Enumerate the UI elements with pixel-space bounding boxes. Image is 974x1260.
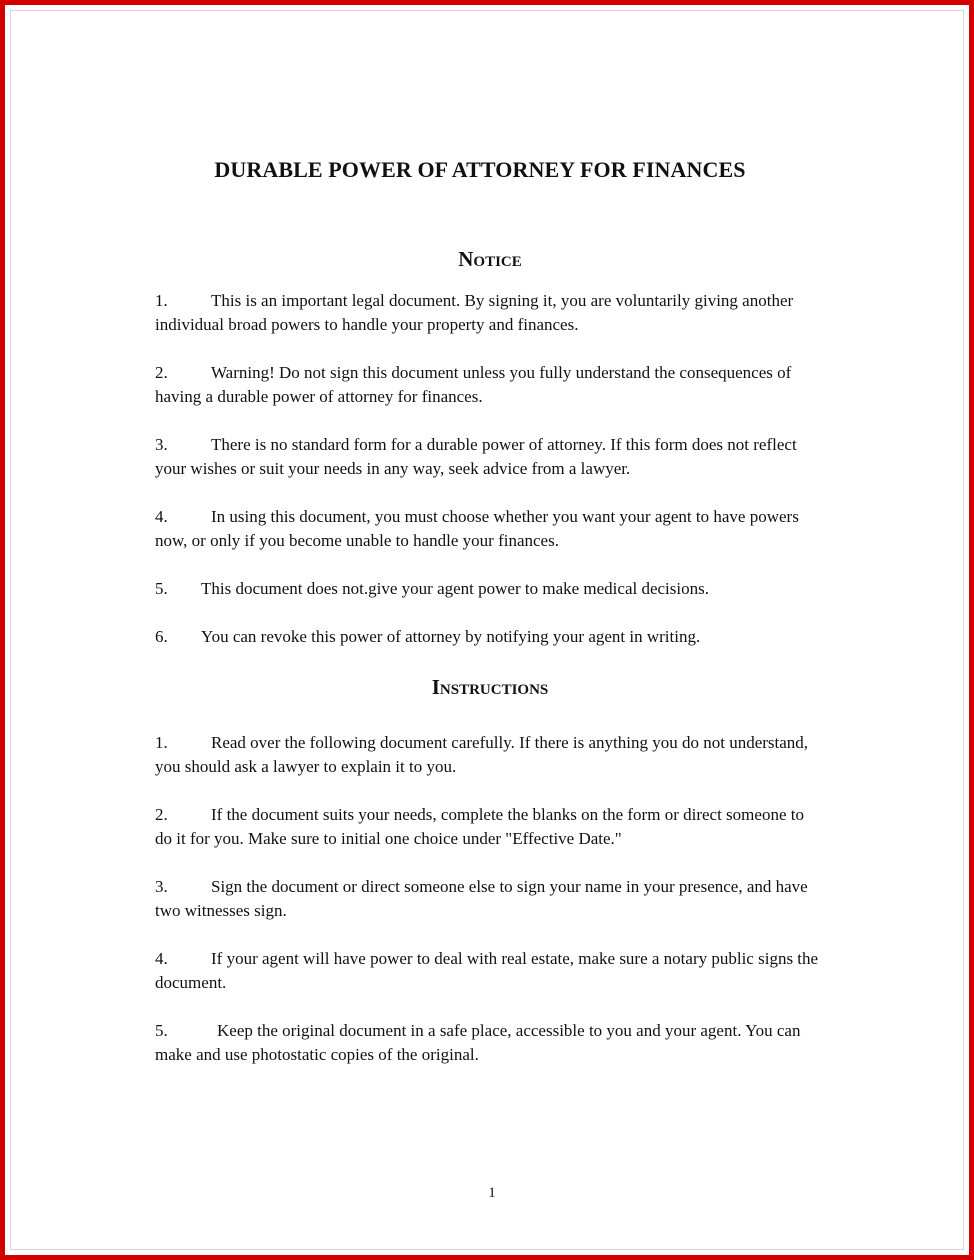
item-number: 1. xyxy=(155,733,168,752)
item-text: There is no standard form for a durable power of attorney. If this form does not reflect your wishes or suit your needs in any way, seek advice from a lawyer. xyxy=(155,435,797,478)
notice-item xyxy=(155,625,825,649)
instructions-heading: Instructions xyxy=(431,675,549,699)
item-number: 2. xyxy=(155,805,168,824)
item-text: Keep the original document in a safe place, accessible to you and your agent. You can make and use photostatic copies of the original. xyxy=(155,1021,801,1064)
notice-list xyxy=(155,289,825,649)
item-text: This document does not.give your agent power to make medical decisions. xyxy=(201,579,709,598)
item-number: 1. xyxy=(155,291,168,310)
instruction-item xyxy=(155,731,825,779)
notice-item xyxy=(155,361,825,409)
notice-heading: Notice xyxy=(458,247,522,271)
notice-item xyxy=(155,505,825,553)
item-text: If the document suits your needs, complete the blanks on the form or direct someone to do it for you. Make sure to initial one choice under "Effective Date." xyxy=(155,805,804,848)
item-number: 5. xyxy=(155,1021,168,1040)
item-text: Warning! Do not sign this document unless you fully understand the consequences of having a durable power of attorney for finances. xyxy=(155,363,792,406)
item-number: 4. xyxy=(155,507,168,526)
instruction-item xyxy=(155,875,825,923)
instruction-item xyxy=(155,803,825,851)
instructions-list xyxy=(155,731,825,1067)
item-text: Sign the document or direct someone else to sign your name in your presence, and have two witnesses sign. xyxy=(155,877,808,920)
instruction-item xyxy=(155,947,825,995)
instruction-item xyxy=(155,1019,825,1067)
item-text: You can revoke this power of attorney by notifying your agent in writing. xyxy=(201,627,701,646)
notice-item xyxy=(155,577,825,601)
notice-item xyxy=(155,433,825,481)
item-text: If your agent will have power to deal with real estate, make sure a notary public signs the document. xyxy=(155,949,819,992)
item-text: This is an important legal document. By signing it, you are voluntarily giving another individual broad powers to handle your property and finances. xyxy=(155,291,794,334)
item-number: 5. xyxy=(155,579,168,598)
document-body xyxy=(155,155,825,1067)
item-number: 3. xyxy=(155,877,168,896)
item-number: 6. xyxy=(155,627,168,646)
item-text: In using this document, you must choose whether you want your agent to have powers now, or only if you become unable to handle your finances. xyxy=(155,507,799,550)
document-title: DURABLE POWER OF ATTORNEY FOR FINANCES xyxy=(214,157,746,182)
item-text: Read over the following document carefully. If there is anything you do not understand, you should ask a lawyer to explain it to you. xyxy=(155,733,809,776)
item-number: 4. xyxy=(155,949,168,968)
item-number: 3. xyxy=(155,435,168,454)
notice-item xyxy=(155,289,825,337)
page-number: 1 xyxy=(488,1185,496,1201)
item-number: 2. xyxy=(155,363,168,382)
